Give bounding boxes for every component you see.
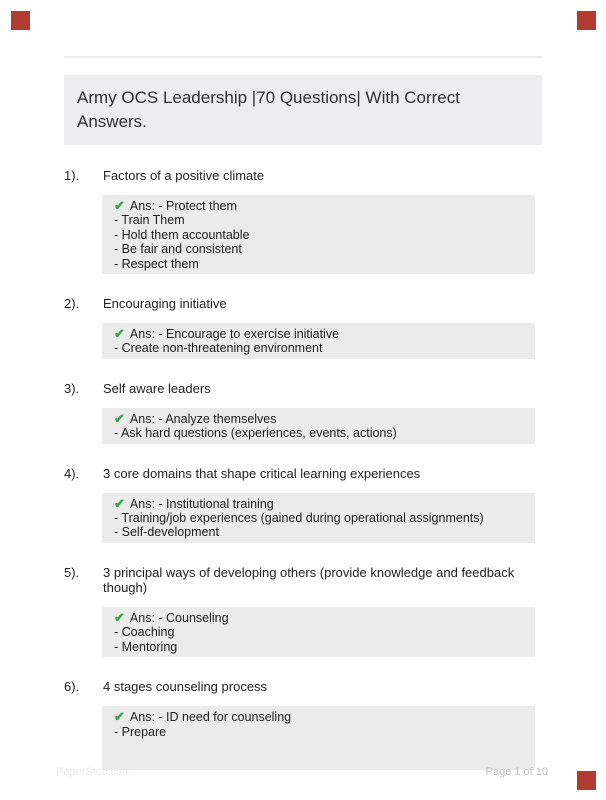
question-head [64, 679, 542, 694]
answer-lead-line [114, 199, 523, 213]
answer-line: - Create non-threatening environment [114, 341, 323, 356]
question-item [64, 168, 542, 274]
document-title: Army OCS Leadership |70 Questions| With Correct Answers. [77, 88, 460, 131]
footer-watermark: PaperStoc.com [56, 766, 132, 778]
question-number: 3). [64, 380, 80, 396]
question-item [64, 565, 542, 657]
answer-box [102, 195, 535, 274]
corner-mark-bottom-right [577, 771, 596, 790]
question-item [64, 466, 542, 543]
question-number: 1). [64, 168, 80, 183]
answer-box [102, 493, 535, 543]
title-box [64, 75, 542, 145]
question-text: Self aware leaders [103, 380, 211, 396]
check-icon: ✔ [114, 326, 125, 342]
question-number: 6). [64, 679, 80, 695]
corner-mark-top-left [11, 11, 30, 30]
answer-lead-line [114, 412, 523, 426]
answer-line: - Mentoring [114, 639, 178, 654]
answer-box [102, 607, 535, 657]
answer-line: - Hold them accountable [114, 227, 250, 242]
check-icon: ✔ [114, 709, 125, 725]
answer-lead-line [114, 611, 523, 625]
check-icon: ✔ [114, 410, 125, 426]
answer-line: - Self-development [114, 525, 219, 540]
question-head [64, 466, 542, 481]
answer-lead-line [114, 710, 523, 724]
answer-lead-line [114, 327, 523, 341]
answer-lead: Ans: - Protect them [129, 199, 237, 213]
question-item [64, 296, 542, 359]
answer-lead: Ans: - Encourage to exercise initiative [129, 327, 340, 342]
question-text: 3 principal ways of developing others (provide knowledge and feedback though) [103, 564, 515, 595]
corner-mark-top-right [577, 11, 596, 30]
answer-lead-line [114, 497, 523, 511]
answer-line: - Respect them [114, 256, 199, 271]
page-indicator: Page 1 of 10 [485, 766, 548, 778]
check-icon: ✔ [114, 495, 125, 511]
answer-line: - Prepare [114, 724, 167, 739]
question-list [64, 168, 542, 792]
question-number: 5). [64, 564, 80, 580]
question-head [64, 296, 542, 311]
answer-lead: Ans: - Counseling [129, 610, 229, 625]
question-number: 2). [64, 296, 80, 312]
divider-rule [64, 56, 542, 58]
question-text: 3 core domains that shape critical learning experiences [103, 465, 421, 481]
answer-box [102, 706, 535, 770]
question-text: Factors of a positive climate [103, 168, 265, 183]
question-head [64, 168, 542, 183]
question-head [64, 565, 542, 595]
answer-line: - Train Them [114, 213, 185, 228]
answer-line: - Ask hard questions (experiences, events, actions) [114, 426, 397, 441]
check-icon: ✔ [114, 198, 125, 213]
question-item [64, 381, 542, 444]
answer-lead: Ans: - Institutional training [129, 496, 274, 511]
answer-line: - Be fair and consistent [114, 242, 242, 257]
answer-lead: Ans: - Analyze themselves [129, 411, 277, 426]
answer-box [102, 408, 535, 444]
question-text: Encouraging initiative [103, 296, 227, 312]
question-item [64, 679, 542, 770]
answer-box [102, 323, 535, 359]
answer-line: - Training/job experiences (gained during operational assignments) [114, 511, 484, 526]
question-text: 4 stages counseling process [103, 679, 268, 695]
check-icon: ✔ [114, 609, 125, 625]
question-number: 4). [64, 465, 80, 481]
answer-line: - Coaching [114, 625, 175, 640]
question-head [64, 381, 542, 396]
answer-lead: Ans: - ID need for counseling [129, 710, 292, 725]
